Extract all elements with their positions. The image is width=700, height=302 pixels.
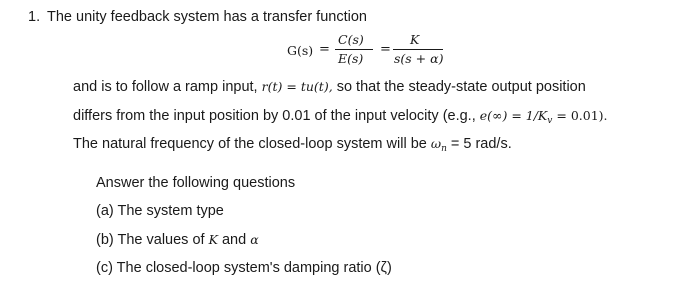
fraction1-denominator: E(s) [338,51,364,66]
equation-lhs: G(s) [287,43,314,58]
equals-sign-2: = [380,42,391,57]
question-b [96,232,259,248]
para-line2-text-a: differs from the input position by 0.01 of the input velocity (e.g., [73,108,476,124]
question-b-alpha: α [250,232,259,247]
question-c: (c) The closed-loop system's damping ratio (ζ) [96,260,392,276]
questions-heading: Answer the following questions [96,175,296,191]
ramp-input-expr: = tu(t), [286,79,333,94]
fraction2-numerator: K [410,32,420,47]
fraction2-bar [393,49,443,50]
question-b-and: and [221,232,247,248]
equals-sign-1: = [319,42,330,57]
para-line1-text-a: and is to follow a ramp input, [73,79,258,95]
problem-number: 1. [28,9,41,25]
fraction1-numerator: C(s) [338,32,364,47]
fraction1-bar [335,49,373,50]
ramp-input-r: r(t) [261,79,283,94]
question-a: (a) The system type [96,203,224,219]
error-expression: $e(\infty) = 1/K_v$ [479,108,553,126]
problem-intro: The unity feedback system has a transfer function [47,9,367,25]
para-line3-text-a: The natural frequency of the closed-loop system will be [73,136,427,152]
question-b-prefix: (b) The values of [96,232,205,248]
paragraph-line-3 [73,136,512,154]
natural-frequency-symbol: $\omega_n$ [430,136,447,154]
question-b-K: K [208,232,218,247]
error-value: = 0.01). [556,108,608,123]
fraction2-denominator: s(s + α) [394,51,444,66]
paragraph-line-2 [73,108,608,126]
para-line1-text-b: so that the steady-state output position [336,79,586,95]
natural-frequency-value: = 5 rad/s. [450,136,512,152]
paragraph-line-1 [73,79,586,95]
